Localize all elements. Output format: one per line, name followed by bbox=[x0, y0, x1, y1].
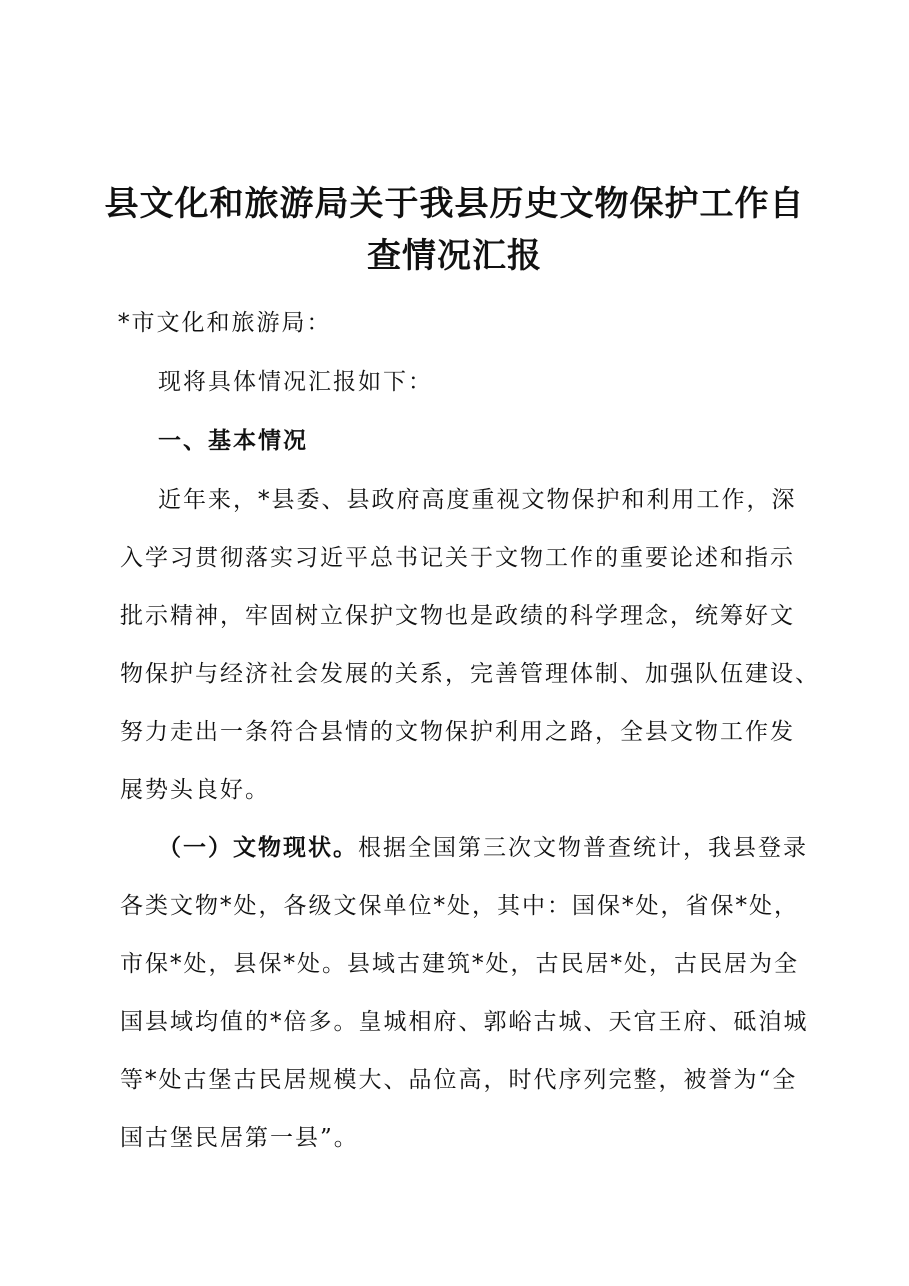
subsection-heading-relic-status: （一）文物现状。 bbox=[158, 834, 358, 861]
salutation: *市文化和旅游局： bbox=[118, 310, 332, 336]
intro-paragraph: 现将具体情况汇报如下： bbox=[158, 369, 433, 395]
document-title bbox=[100, 178, 809, 282]
paragraph-2-line-3: 市保*处，县保*处。县域古建筑*处，古民居*处，古民居为全 bbox=[120, 951, 799, 977]
paragraph-1-line-1: 近年来，*县委、县政府高度重视文物保护和利用工作，深 bbox=[158, 487, 797, 513]
section-heading-basic-situation: 一、基本情况 bbox=[158, 427, 308, 454]
paragraph-2-line-6: 国古堡民居第一县”。 bbox=[120, 1125, 359, 1151]
paragraph-2-line-1 bbox=[158, 833, 808, 863]
title-line-1: 县文化和旅游局关于我县历史文物保护工作自 bbox=[104, 184, 805, 224]
paragraph-1-line-2: 入学习贯彻落实习近平总书记关于文物工作的重要论述和指示 bbox=[120, 545, 795, 571]
paragraph-1-line-5: 努力走出一条符合县情的文物保护利用之路，全县文物工作发 bbox=[120, 719, 795, 745]
paragraph-2-line-2: 各类文物*处，各级文保单位*处，其中：国保*处，省保*处， bbox=[120, 893, 799, 919]
title-line-2: 查情况汇报 bbox=[367, 236, 542, 276]
paragraph-2-line-1-text: 根据全国第三次文物普查统计，我县登录 bbox=[358, 835, 808, 861]
paragraph-1-line-4: 物保护与经济社会发展的关系，完善管理体制、加强队伍建设、 bbox=[120, 661, 820, 687]
paragraph-1-line-6: 展势头良好。 bbox=[120, 777, 270, 803]
paragraph-2-line-4: 国县域均值的*倍多。皇城相府、郭峪古城、天官王府、砥洎城 bbox=[120, 1009, 809, 1035]
paragraph-2-line-5: 等*处古堡古民居规模大、品位高，时代序列完整，被誉为“全 bbox=[120, 1067, 798, 1093]
paragraph-1-line-3: 批示精神，牢固树立保护文物也是政绩的科学理念，统筹好文 bbox=[120, 603, 795, 629]
